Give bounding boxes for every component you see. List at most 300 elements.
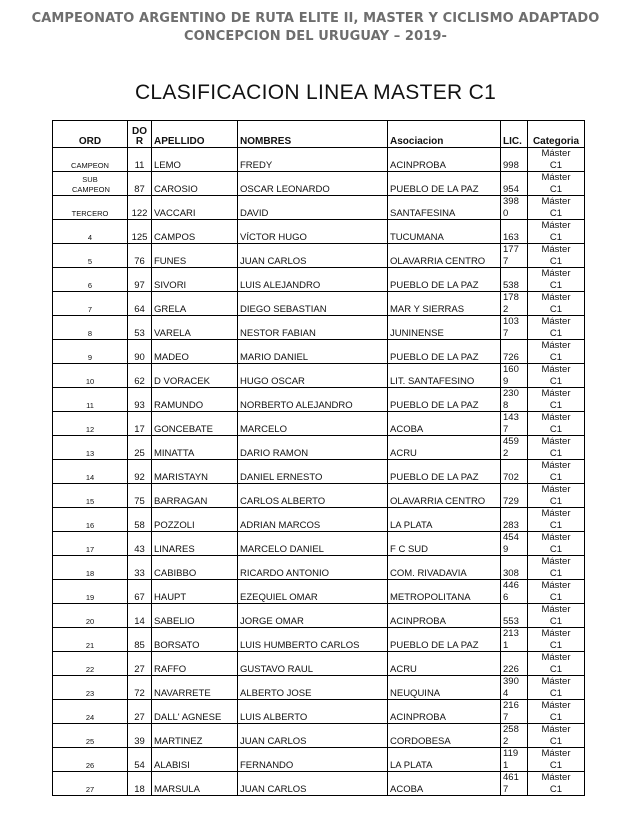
cell-asociacion: ACINPROBA (388, 700, 501, 724)
cell-categoria-line2: C1 (549, 735, 563, 747)
cell-lic-text: 3980 (503, 196, 519, 219)
cell-dor: 43 (128, 532, 152, 556)
cell-lic-text: 283 (503, 519, 519, 531)
cell-ord: TERCERO (53, 196, 128, 220)
table-row (53, 628, 585, 652)
table-row (53, 604, 585, 628)
cell-nombres: JUAN CARLOS (238, 724, 388, 748)
cell-nombres: MARIO DANIEL (238, 340, 388, 364)
cell-apellido: MARSULA (152, 772, 238, 796)
cell-asociacion: PUEBLO DE LA PAZ (388, 340, 501, 364)
cell-asociacion: NEUQUINA (388, 676, 501, 700)
cell-asociacion: OLAVARRIA CENTRO (388, 244, 501, 268)
cell-dor: 39 (128, 724, 152, 748)
cell-nombres: VÍCTOR HUGO (238, 220, 388, 244)
cell-asociacion: ACINPROBA (388, 148, 501, 172)
cell-ord: 26 (53, 748, 128, 772)
cell-categoria (528, 292, 585, 316)
cell-lic-text: 1437 (503, 412, 519, 435)
cell-nombres: CARLOS ALBERTO (238, 484, 388, 508)
cell-categoria-line1: Máster (541, 532, 571, 543)
cell-categoria (528, 388, 585, 412)
cell-asociacion: JUNINENSE (388, 316, 501, 340)
col-header-asociacion: Asociacion (388, 121, 501, 148)
cell-categoria-line1: Máster (541, 724, 571, 735)
cell-ord: 21 (53, 628, 128, 652)
cell-apellido: BARRAGAN (152, 484, 238, 508)
table-row (53, 316, 585, 340)
table-row (53, 556, 585, 580)
cell-categoria-line1: Máster (541, 268, 571, 279)
cell-lic (501, 772, 528, 796)
cell-lic (501, 724, 528, 748)
cell-categoria-line2: C1 (549, 639, 563, 651)
event-location: CONCEPCION DEL URUGUAY – 2019- (183, 29, 448, 44)
cell-dor: 97 (128, 268, 152, 292)
cell-lic (501, 508, 528, 532)
cell-asociacion: ACRU (388, 652, 501, 676)
table-row (53, 676, 585, 700)
cell-dor: 75 (128, 484, 152, 508)
cell-ord: 5 (53, 244, 128, 268)
cell-categoria (528, 196, 585, 220)
cell-apellido: FUNES (152, 244, 238, 268)
cell-ord: 22 (53, 652, 128, 676)
cell-nombres: DANIEL ERNESTO (238, 460, 388, 484)
cell-ord: 7 (53, 292, 128, 316)
cell-nombres: MARCELO (238, 412, 388, 436)
cell-apellido: CAROSIO (152, 172, 238, 196)
cell-asociacion: PUEBLO DE LA PAZ (388, 460, 501, 484)
cell-lic (501, 532, 528, 556)
cell-categoria-line1: Máster (541, 484, 571, 495)
cell-asociacion: LA PLATA (388, 508, 501, 532)
cell-asociacion: SANTAFESINA (388, 196, 501, 220)
cell-asociacion: PUEBLO DE LA PAZ (388, 172, 501, 196)
cell-apellido: RAMUNDO (152, 388, 238, 412)
cell-categoria-line1: Máster (541, 676, 571, 687)
cell-nombres: NESTOR FABIAN (238, 316, 388, 340)
cell-categoria-line1: Máster (541, 364, 571, 375)
cell-nombres: OSCAR LEONARDO (238, 172, 388, 196)
cell-lic (501, 388, 528, 412)
cell-apellido: RAFFO (152, 652, 238, 676)
cell-categoria-line1: Máster (541, 196, 571, 207)
cell-ord: 4 (53, 220, 128, 244)
cell-apellido: CABIBBO (152, 556, 238, 580)
table-row (53, 748, 585, 772)
cell-categoria-line1: Máster (541, 412, 571, 423)
cell-nombres: DARIO RAMON (238, 436, 388, 460)
cell-categoria-line1: Máster (541, 556, 571, 567)
cell-lic-text: 2131 (503, 628, 519, 651)
cell-lic (501, 580, 528, 604)
cell-categoria (528, 436, 585, 460)
cell-dor: 27 (128, 700, 152, 724)
cell-categoria (528, 508, 585, 532)
cell-categoria (528, 244, 585, 268)
cell-dor: 125 (128, 220, 152, 244)
cell-asociacion: METROPOLITANA (388, 580, 501, 604)
table-row (53, 292, 585, 316)
cell-lic (501, 628, 528, 652)
table-row (53, 724, 585, 748)
cell-asociacion: LIT. SANTAFESINO (388, 364, 501, 388)
cell-categoria-line2: C1 (549, 231, 563, 243)
table-row (53, 268, 585, 292)
event-title: CAMPEONATO ARGENTINO DE RUTA ELITE II, MASTER Y CICLISMO ADAPTADO (31, 11, 600, 26)
table-row (53, 700, 585, 724)
cell-asociacion: TUCUMANA (388, 220, 501, 244)
col-header-categoria: Categoria (528, 121, 585, 148)
col-header-ord: ORD (53, 121, 128, 148)
cell-categoria (528, 580, 585, 604)
cell-lic (501, 484, 528, 508)
cell-apellido: POZZOLI (152, 508, 238, 532)
table-row (53, 484, 585, 508)
cell-apellido: LEMO (152, 148, 238, 172)
cell-categoria (528, 724, 585, 748)
cell-ord: 10 (53, 364, 128, 388)
cell-ord: 24 (53, 700, 128, 724)
cell-categoria-line2: C1 (549, 303, 563, 315)
table-row (53, 364, 585, 388)
cell-categoria-line1: Máster (541, 172, 571, 183)
col-header-dor-line1: DO (132, 126, 147, 137)
cell-ord (53, 172, 128, 196)
cell-apellido: MARISTAYN (152, 460, 238, 484)
cell-asociacion: PUEBLO DE LA PAZ (388, 388, 501, 412)
cell-lic (501, 556, 528, 580)
cell-categoria-line2: C1 (549, 471, 563, 483)
cell-nombres: DIEGO SEBASTIAN (238, 292, 388, 316)
cell-categoria-line2: C1 (549, 543, 563, 555)
cell-apellido: NAVARRETE (152, 676, 238, 700)
cell-asociacion: PUEBLO DE LA PAZ (388, 628, 501, 652)
cell-categoria-line1: Máster (541, 580, 571, 591)
cell-categoria-line2: C1 (549, 519, 563, 531)
cell-nombres: JORGE OMAR (238, 604, 388, 628)
cell-categoria-line2: C1 (549, 495, 563, 507)
table-row (53, 532, 585, 556)
cell-categoria (528, 748, 585, 772)
cell-apellido: VACCARI (152, 196, 238, 220)
cell-lic-text: 4617 (503, 772, 519, 795)
cell-dor: 90 (128, 340, 152, 364)
cell-nombres: ADRIAN MARCOS (238, 508, 388, 532)
cell-categoria (528, 556, 585, 580)
cell-categoria-line1: Máster (541, 772, 571, 783)
table-row (53, 580, 585, 604)
cell-categoria (528, 484, 585, 508)
cell-dor: 18 (128, 772, 152, 796)
cell-apellido: SABELIO (152, 604, 238, 628)
cell-lic-text: 553 (503, 615, 519, 627)
cell-lic (501, 412, 528, 436)
cell-categoria (528, 220, 585, 244)
cell-nombres: EZEQUIEL OMAR (238, 580, 388, 604)
cell-categoria (528, 532, 585, 556)
cell-ord: 16 (53, 508, 128, 532)
cell-categoria-line2: C1 (549, 663, 563, 675)
table-row (53, 172, 585, 196)
cell-categoria-line2: C1 (549, 687, 563, 699)
cell-lic (501, 268, 528, 292)
cell-categoria (528, 628, 585, 652)
cell-ord-text: SUB CAMPEON (72, 175, 110, 194)
cell-lic (501, 460, 528, 484)
cell-nombres: FERNANDO (238, 748, 388, 772)
cell-apellido: BORSATO (152, 628, 238, 652)
cell-categoria-line2: C1 (549, 327, 563, 339)
cell-lic-text: 1609 (503, 364, 519, 387)
cell-asociacion: ACOBA (388, 412, 501, 436)
cell-lic (501, 292, 528, 316)
table-header-row (53, 121, 585, 148)
cell-ord: 27 (53, 772, 128, 796)
cell-dor: 53 (128, 316, 152, 340)
cell-ord: 23 (53, 676, 128, 700)
cell-categoria-line1: Máster (541, 700, 571, 711)
cell-lic (501, 364, 528, 388)
cell-lic-text: 2582 (503, 724, 519, 747)
cell-categoria-line2: C1 (549, 783, 563, 795)
cell-apellido: MADEO (152, 340, 238, 364)
cell-lic-text: 2308 (503, 388, 519, 411)
page-title: CLASIFICACION LINEA MASTER C1 (134, 81, 497, 104)
cell-lic (501, 172, 528, 196)
cell-ord: 8 (53, 316, 128, 340)
cell-dor: 11 (128, 148, 152, 172)
cell-asociacion: PUEBLO DE LA PAZ (388, 268, 501, 292)
cell-lic (501, 436, 528, 460)
cell-nombres: GUSTAVO RAUL (238, 652, 388, 676)
table-row (53, 508, 585, 532)
cell-categoria (528, 652, 585, 676)
cell-categoria (528, 340, 585, 364)
cell-lic-text: 4592 (503, 436, 519, 459)
cell-apellido: SIVORI (152, 268, 238, 292)
cell-ord: 13 (53, 436, 128, 460)
cell-lic (501, 604, 528, 628)
cell-nombres: MARCELO DANIEL (238, 532, 388, 556)
table-row (53, 196, 585, 220)
cell-lic-text: 226 (503, 663, 519, 675)
cell-categoria (528, 316, 585, 340)
cell-asociacion: ACOBA (388, 772, 501, 796)
cell-apellido: CAMPOS (152, 220, 238, 244)
cell-apellido: HAUPT (152, 580, 238, 604)
cell-categoria (528, 364, 585, 388)
table-row (53, 436, 585, 460)
cell-dor: 14 (128, 604, 152, 628)
cell-categoria-line2: C1 (549, 255, 563, 267)
cell-asociacion: ACRU (388, 436, 501, 460)
col-header-lic: LIC. (501, 121, 528, 148)
cell-lic (501, 196, 528, 220)
table-row (53, 652, 585, 676)
cell-categoria (528, 676, 585, 700)
cell-categoria-line1: Máster (541, 748, 571, 759)
col-header-dor (128, 121, 152, 148)
results-table (52, 120, 585, 796)
cell-categoria-line2: C1 (549, 567, 563, 579)
cell-nombres: LUIS ALBERTO (238, 700, 388, 724)
cell-apellido: MARTINEZ (152, 724, 238, 748)
cell-categoria-line2: C1 (549, 615, 563, 627)
cell-dor: 76 (128, 244, 152, 268)
cell-apellido: LINARES (152, 532, 238, 556)
cell-dor: 92 (128, 460, 152, 484)
cell-lic-text: 1777 (503, 244, 519, 267)
table-row (53, 388, 585, 412)
cell-lic (501, 220, 528, 244)
cell-lic-text: 1191 (503, 748, 519, 771)
table-row (53, 412, 585, 436)
cell-lic (501, 652, 528, 676)
cell-categoria-line1: Máster (541, 292, 571, 303)
cell-categoria-line2: C1 (549, 447, 563, 459)
cell-dor: 27 (128, 652, 152, 676)
cell-lic-text: 308 (503, 567, 519, 579)
cell-categoria-line1: Máster (541, 340, 571, 351)
cell-apellido: GONCEBATE (152, 412, 238, 436)
cell-dor: 67 (128, 580, 152, 604)
cell-asociacion: ACINPROBA (388, 604, 501, 628)
cell-apellido: D VORACEK (152, 364, 238, 388)
cell-nombres: LUIS ALEJANDRO (238, 268, 388, 292)
col-header-apellido: APELLIDO (152, 121, 238, 148)
cell-nombres: FREDY (238, 148, 388, 172)
cell-categoria (528, 268, 585, 292)
cell-categoria-line2: C1 (549, 591, 563, 603)
cell-categoria (528, 460, 585, 484)
cell-categoria (528, 604, 585, 628)
cell-dor: 25 (128, 436, 152, 460)
cell-ord: 25 (53, 724, 128, 748)
cell-nombres: ALBERTO JOSE (238, 676, 388, 700)
cell-categoria-line1: Máster (541, 652, 571, 663)
cell-dor: 85 (128, 628, 152, 652)
cell-ord: 12 (53, 412, 128, 436)
cell-categoria-line1: Máster (541, 316, 571, 327)
cell-categoria (528, 148, 585, 172)
cell-categoria-line1: Máster (541, 220, 571, 231)
cell-apellido: VARELA (152, 316, 238, 340)
cell-dor: 17 (128, 412, 152, 436)
cell-asociacion: LA PLATA (388, 748, 501, 772)
cell-categoria-line2: C1 (549, 711, 563, 723)
table-row (53, 340, 585, 364)
cell-categoria-line2: C1 (549, 759, 563, 771)
cell-lic (501, 148, 528, 172)
cell-nombres: RICARDO ANTONIO (238, 556, 388, 580)
cell-nombres: LUIS HUMBERTO CARLOS (238, 628, 388, 652)
cell-asociacion: CORDOBESA (388, 724, 501, 748)
cell-categoria-line2: C1 (549, 183, 563, 195)
cell-lic-text: 538 (503, 279, 519, 291)
cell-categoria-line2: C1 (549, 279, 563, 291)
cell-asociacion: OLAVARRIA CENTRO (388, 484, 501, 508)
cell-categoria-line1: Máster (541, 436, 571, 447)
cell-categoria-line1: Máster (541, 388, 571, 399)
cell-lic (501, 748, 528, 772)
cell-ord: 9 (53, 340, 128, 364)
cell-dor: 54 (128, 748, 152, 772)
table-row (53, 772, 585, 796)
cell-categoria (528, 412, 585, 436)
cell-categoria-line1: Máster (541, 508, 571, 519)
cell-lic (501, 340, 528, 364)
cell-categoria-line1: Máster (541, 604, 571, 615)
cell-categoria-line1: Máster (541, 148, 571, 159)
cell-asociacion: F C SUD (388, 532, 501, 556)
cell-dor: 62 (128, 364, 152, 388)
cell-categoria (528, 772, 585, 796)
cell-lic-text: 2167 (503, 700, 519, 723)
cell-ord: 6 (53, 268, 128, 292)
cell-lic-text: 4466 (503, 580, 519, 603)
cell-lic-text: 729 (503, 495, 519, 507)
cell-categoria-line1: Máster (541, 460, 571, 471)
cell-apellido: MINATTA (152, 436, 238, 460)
cell-categoria-line2: C1 (549, 351, 563, 363)
cell-nombres: JUAN CARLOS (238, 772, 388, 796)
cell-categoria-line2: C1 (549, 375, 563, 387)
cell-categoria (528, 700, 585, 724)
cell-dor: 87 (128, 172, 152, 196)
cell-lic (501, 244, 528, 268)
cell-ord: CAMPEON (53, 148, 128, 172)
cell-lic-text: 163 (503, 231, 519, 243)
cell-categoria-line2: C1 (549, 159, 563, 171)
table-row (53, 148, 585, 172)
cell-nombres: HUGO OSCAR (238, 364, 388, 388)
cell-dor: 93 (128, 388, 152, 412)
cell-ord: 18 (53, 556, 128, 580)
cell-ord: 15 (53, 484, 128, 508)
cell-apellido: DALL' AGNESE (152, 700, 238, 724)
cell-categoria-line1: Máster (541, 244, 571, 255)
cell-dor: 122 (128, 196, 152, 220)
cell-lic-text: 1782 (503, 292, 519, 315)
cell-lic-text: 954 (503, 183, 519, 195)
cell-lic (501, 700, 528, 724)
cell-lic-text: 4549 (503, 532, 519, 555)
cell-dor: 33 (128, 556, 152, 580)
col-header-nombres: NOMBRES (238, 121, 388, 148)
cell-nombres: NORBERTO ALEJANDRO (238, 388, 388, 412)
cell-categoria-line2: C1 (549, 399, 563, 411)
cell-lic-text: 1037 (503, 316, 519, 339)
cell-asociacion: MAR Y SIERRAS (388, 292, 501, 316)
cell-categoria-line2: C1 (549, 207, 563, 219)
cell-dor: 64 (128, 292, 152, 316)
cell-nombres: DAVID (238, 196, 388, 220)
cell-dor: 72 (128, 676, 152, 700)
cell-lic-text: 702 (503, 471, 519, 483)
table-row (53, 460, 585, 484)
cell-lic-text: 998 (503, 159, 519, 171)
cell-lic-text: 3904 (503, 676, 519, 699)
cell-apellido: ALABISI (152, 748, 238, 772)
results-body (53, 148, 585, 796)
cell-lic (501, 316, 528, 340)
cell-ord: 20 (53, 604, 128, 628)
table-row (53, 220, 585, 244)
cell-nombres: JUAN CARLOS (238, 244, 388, 268)
cell-ord: 17 (53, 532, 128, 556)
